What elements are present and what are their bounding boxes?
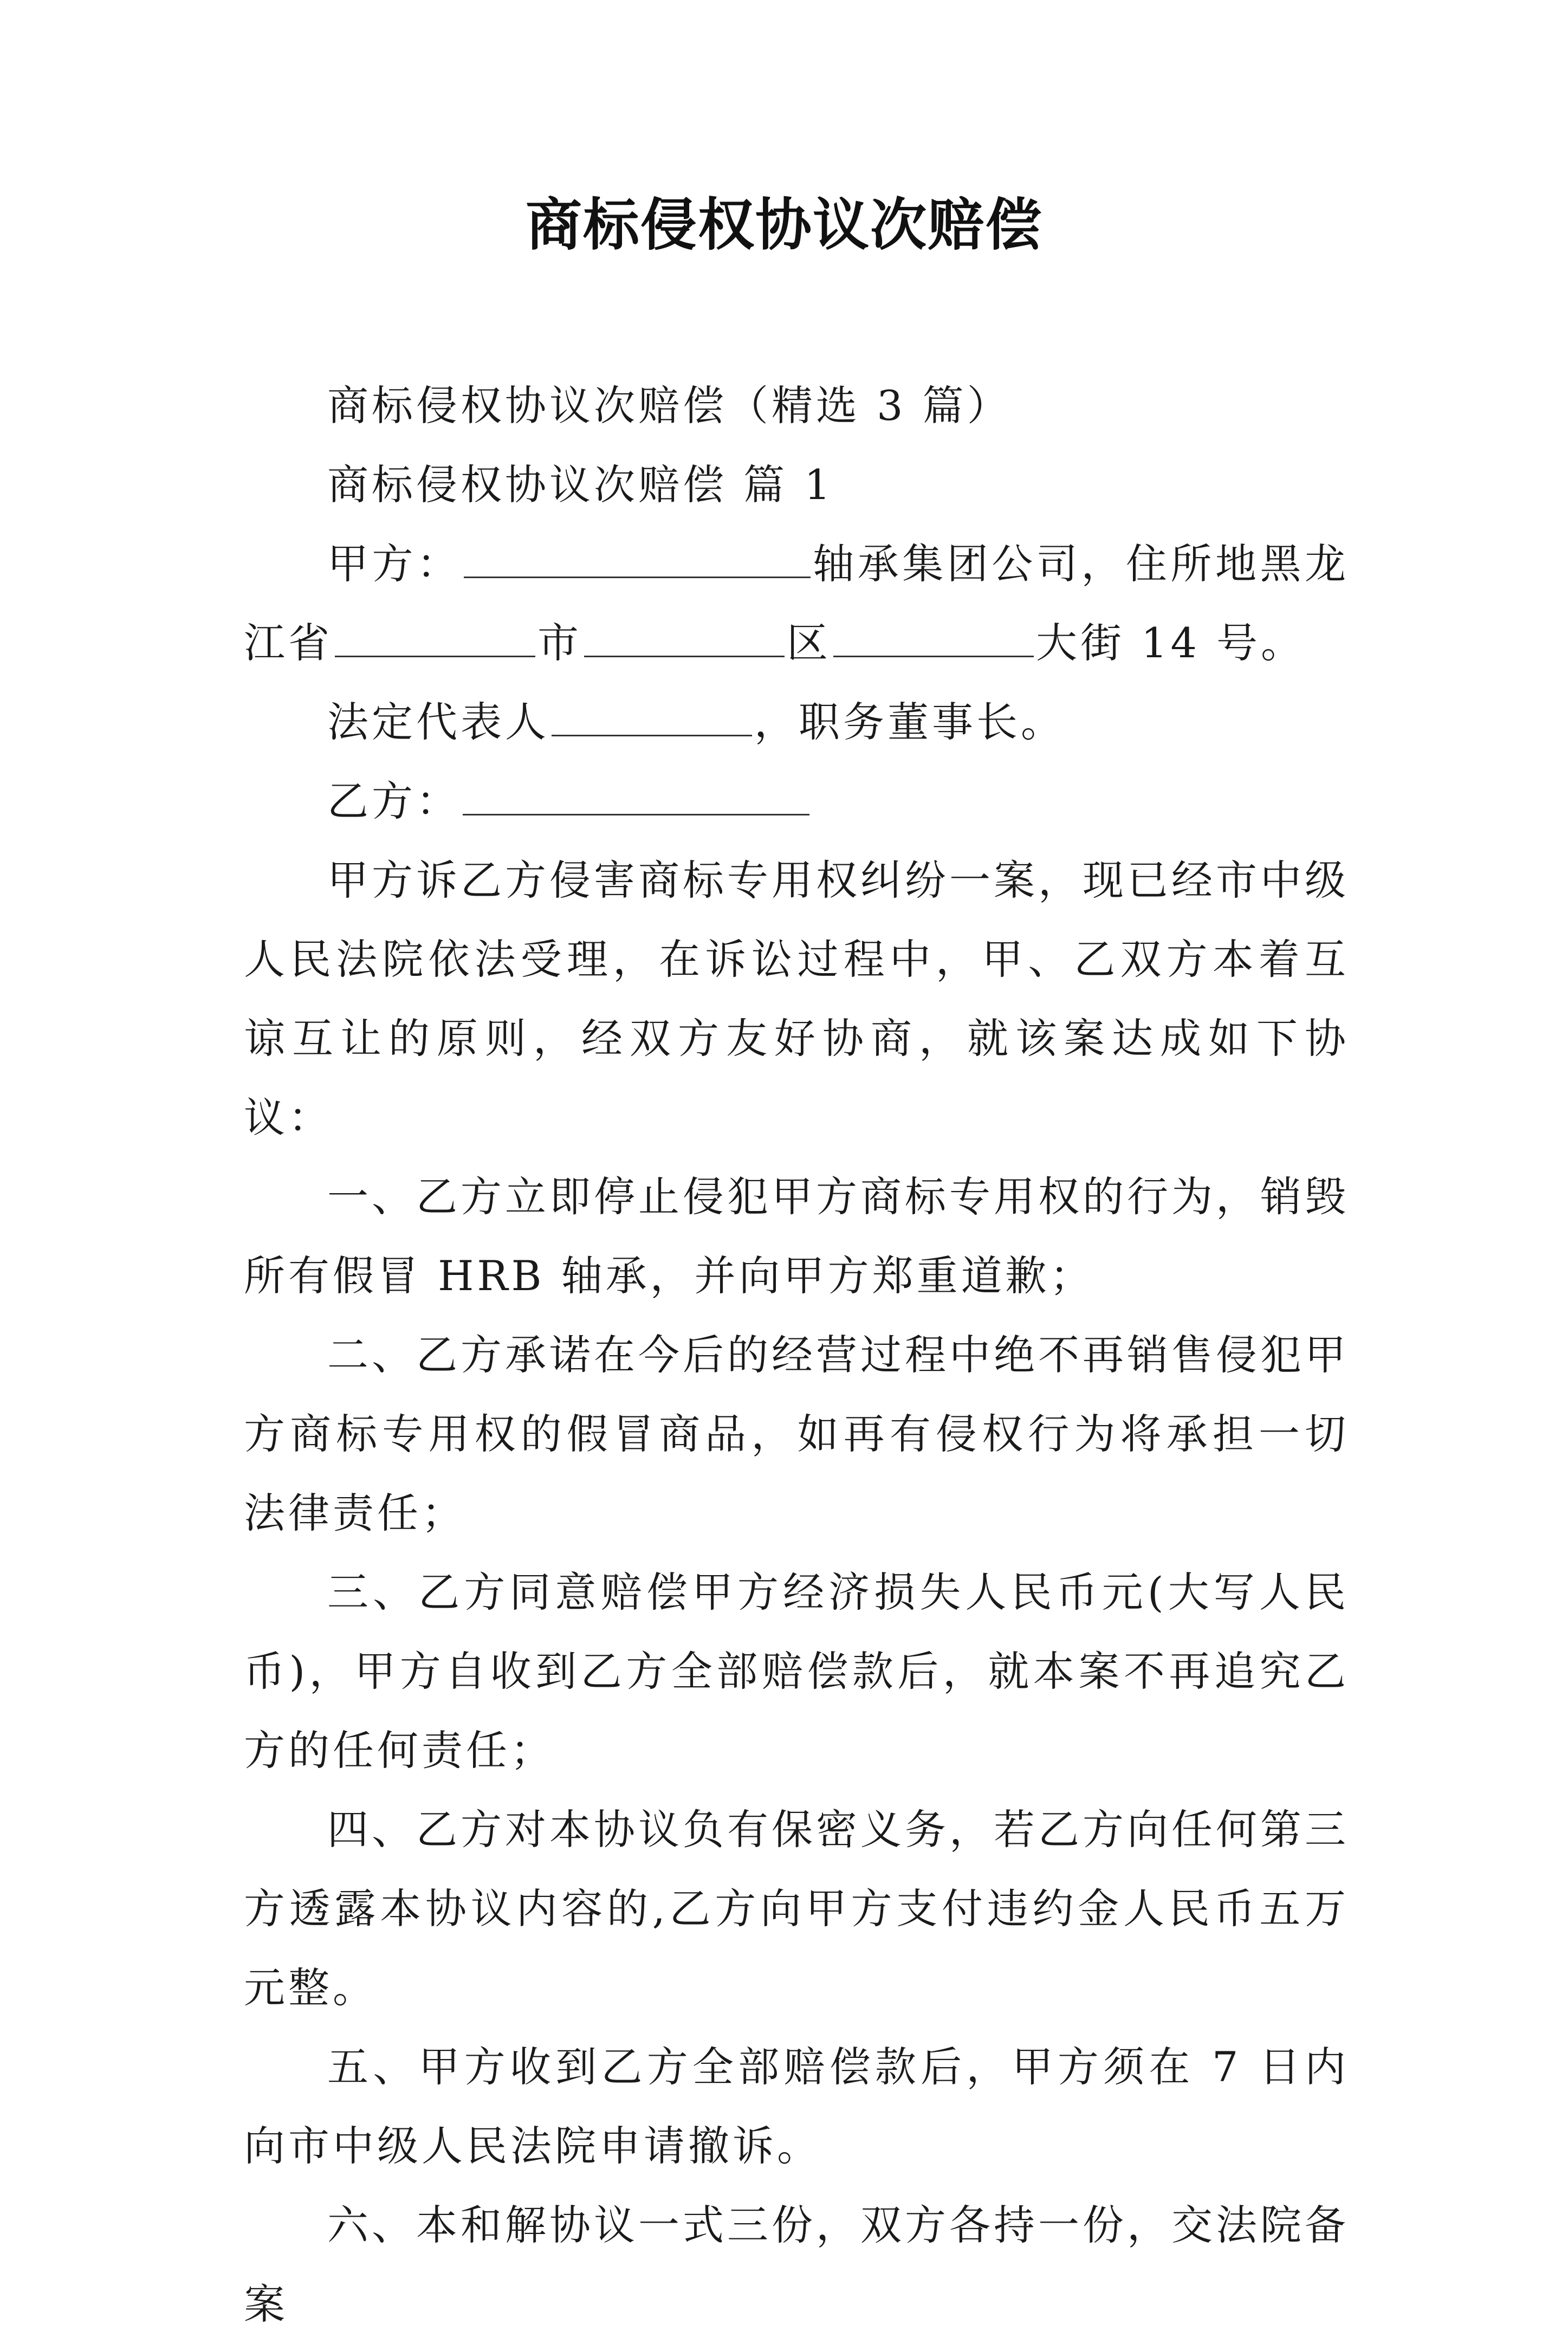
party-b-paragraph: [244, 762, 1349, 841]
city-blank: [584, 613, 785, 657]
clause-1: 一、乙方立即停止侵犯甲方商标专用权的行为，销毁所有假冒 HRB 轴承，并向甲方郑重道歉；: [244, 1173, 1349, 1300]
document-title: 商标侵权协议次赔偿: [525, 191, 1042, 258]
province-blank: [335, 613, 535, 657]
agreement-paragraph: 甲方诉乙方侵害商标专用权纠纷一案，现已经市中级人民法院依法受理，在诉讼过程中，甲、乙双方本着互谅互让的原则，经双方友好协商，就该案达成如下协议：: [244, 856, 1349, 1142]
party-b-name-blank: [463, 772, 809, 815]
legal-rep-blank: [552, 692, 752, 736]
clause-5: 五、甲方收到乙方全部赔偿款后，甲方须在 7 日内向市中级人民法院申请撤诉。: [244, 2043, 1349, 2170]
district-blank: [833, 613, 1034, 657]
clause-4: 四、乙方对本协议负有保密义务，若乙方向任何第三方透露本协议内容的,乙方向甲方支付违约金人民币五万元整。: [244, 1805, 1349, 2012]
street-label: 大街 14 号。: [1036, 619, 1306, 667]
city-label: 市: [537, 619, 582, 667]
section-heading: 商标侵权协议次赔偿 篇 1: [327, 461, 834, 509]
clause-2: 二、乙方承诺在今后的经营过程中绝不再销售侵犯甲方商标专用权的假冒商品，如再有侵权行为将承担一切法律责任；: [244, 1331, 1349, 1537]
district-label: 区: [787, 619, 831, 667]
legal-rep-label: 法定代表人: [327, 698, 549, 746]
legal-rep-text: ，职务董事长。: [754, 698, 1065, 746]
party-a-paragraph: [244, 525, 1349, 683]
party-a-label: 甲方：: [327, 540, 462, 588]
party-a-text: 轴承集团公司，住所地黑龙江省: [244, 540, 1350, 667]
clause-3: 三、乙方同意赔偿甲方经济损失人民币元(大写人民币)，甲方自收到乙方全部赔偿款后，就本案不再追究乙方的任何责任；: [244, 1568, 1349, 1775]
legal-rep-paragraph: [244, 683, 1349, 762]
document-body: [244, 366, 1349, 2344]
clause-6: 六、本和解协议一式三份，双方各持一份，交法院备案: [244, 2201, 1349, 2328]
party-a-name-blank: [464, 534, 811, 578]
party-b-label: 乙方：: [327, 777, 461, 825]
document-subtitle: 商标侵权协议次赔偿（精选 3 篇）: [327, 381, 1012, 430]
